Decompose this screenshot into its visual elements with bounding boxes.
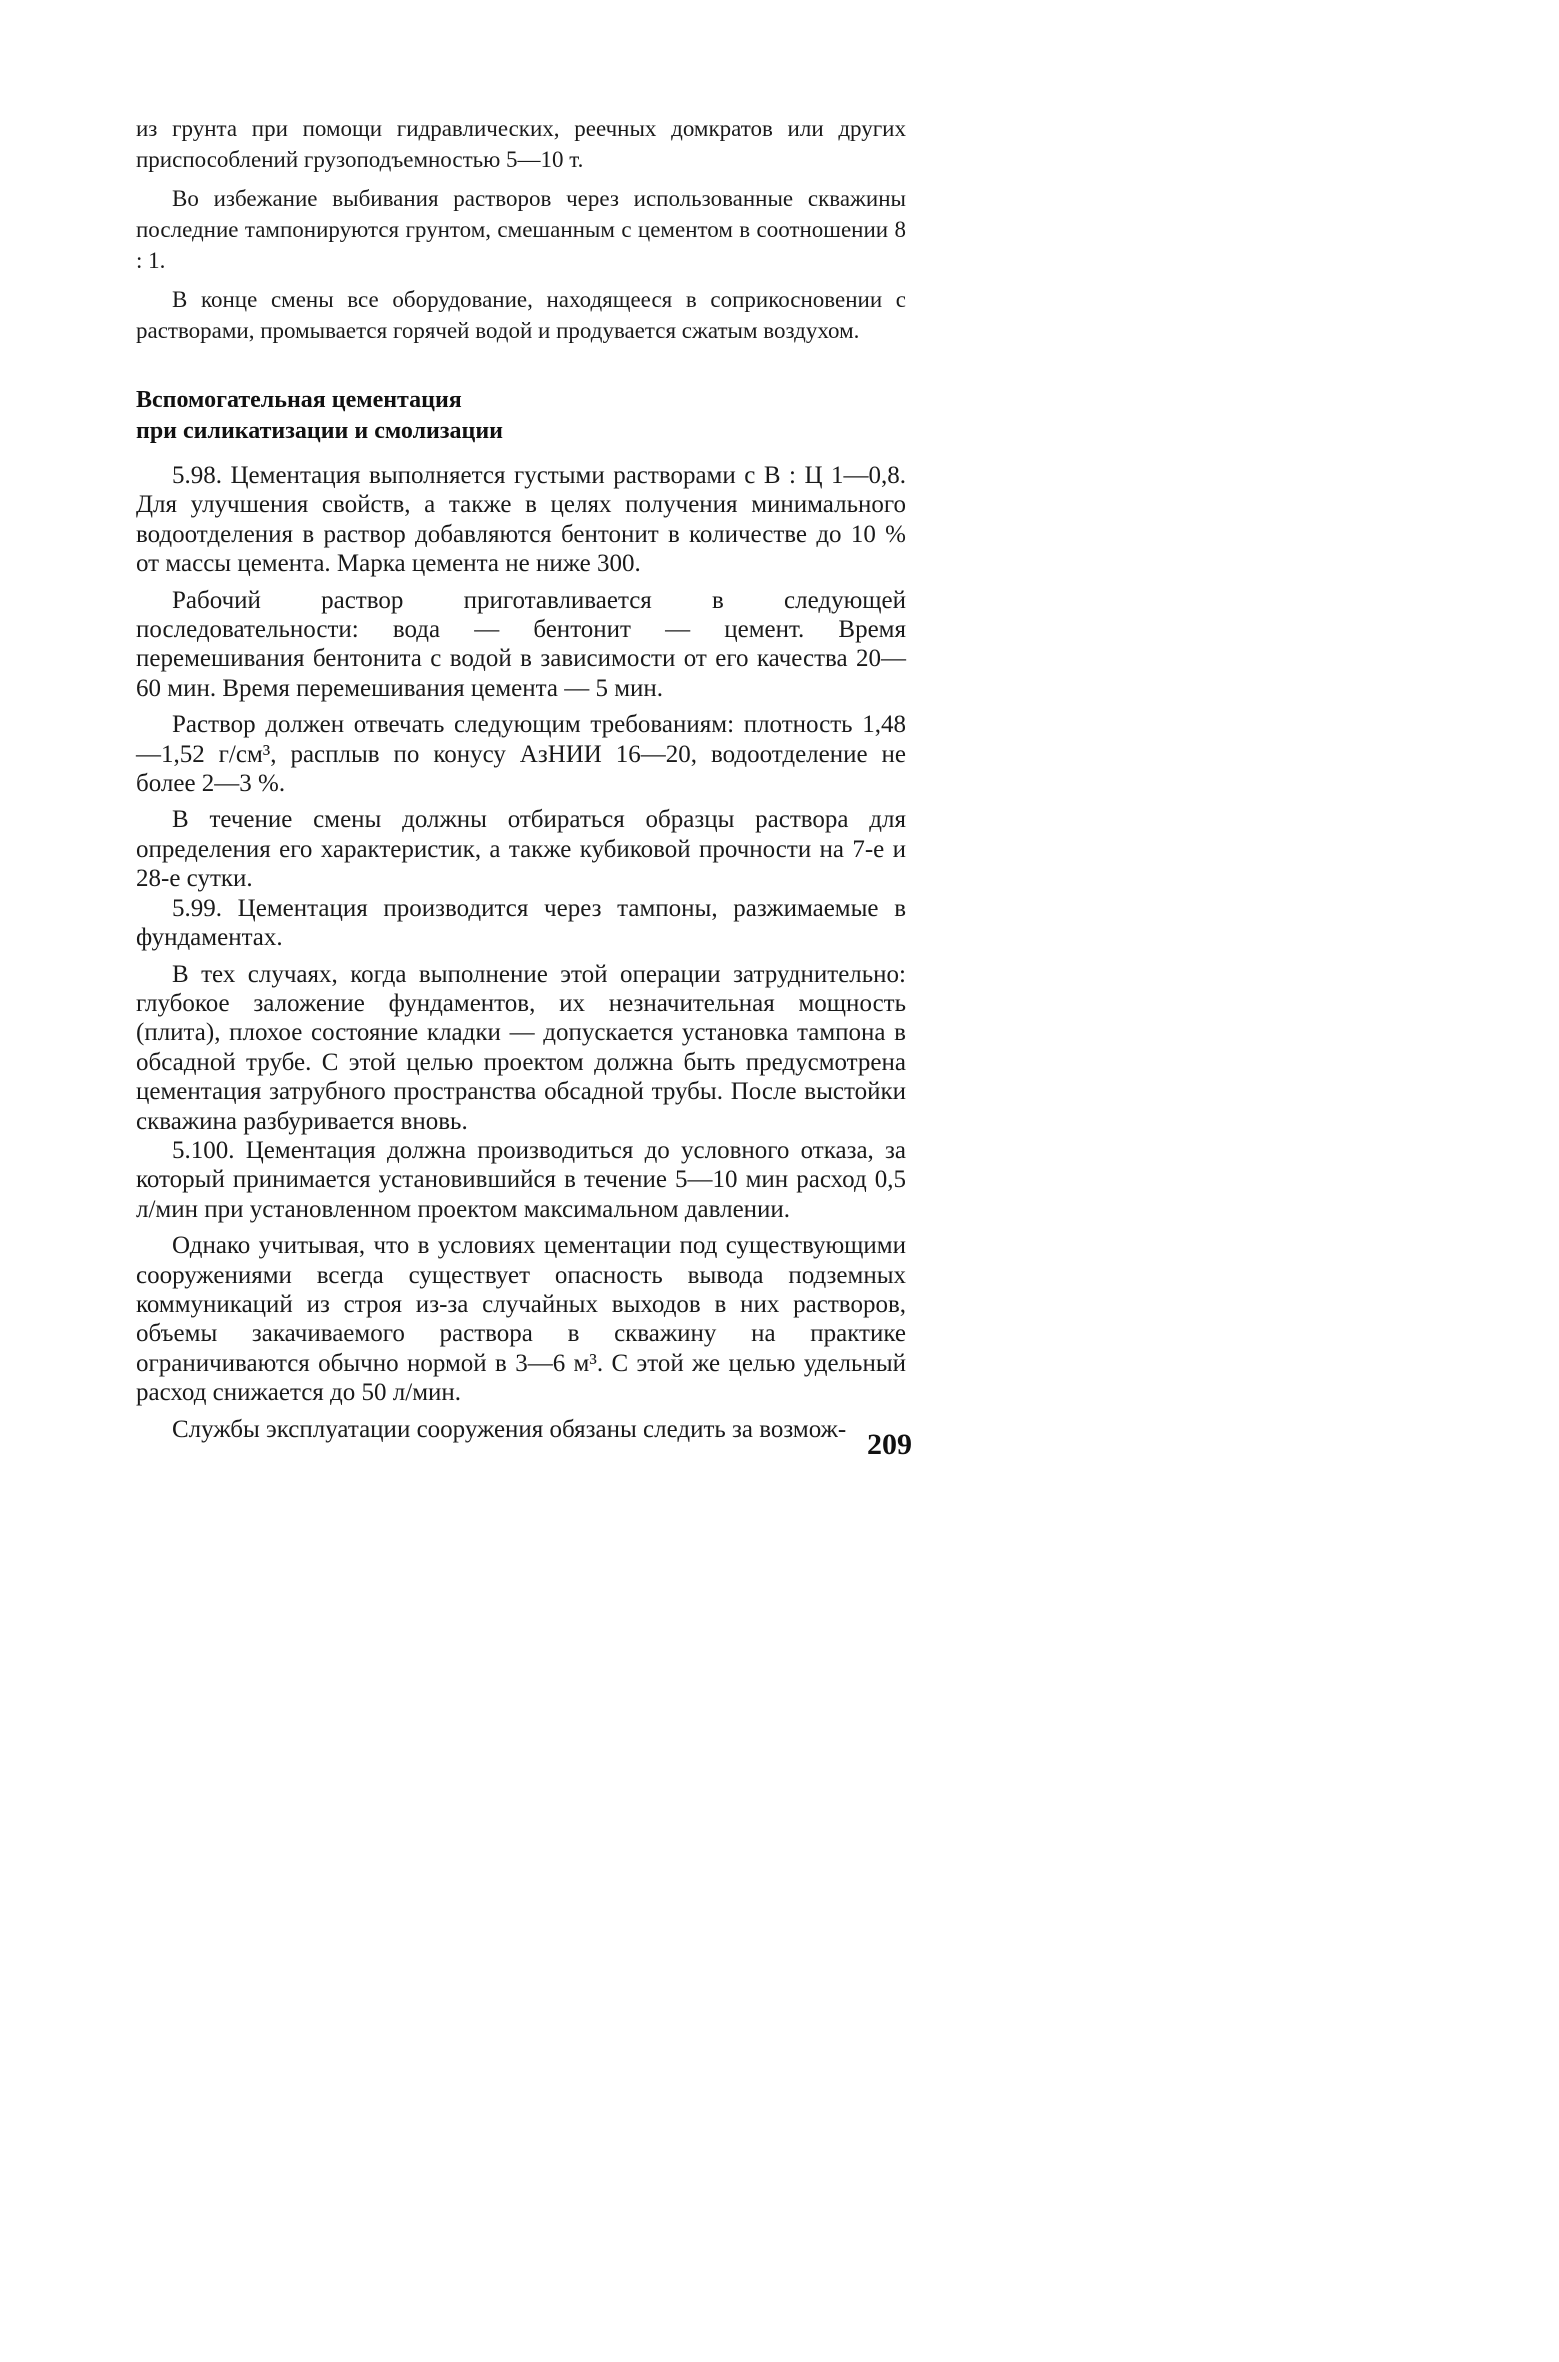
paragraph-backfill: Во избежание выбивания растворов через использованные скважины последние тампонируются грунтом, смешанным с цементом в соотношении 8 : 1. [136, 186, 906, 273]
paragraph-5-99: 5.99. Цементация производится через тампоны, разжимаемые в фундаментах. [136, 894, 906, 952]
paragraph-cleaning: В конце смены все оборудование, находящееся в соприкосновении с растворами, промывается горячей водой и продувается сжатым воздухом. [136, 287, 906, 343]
paragraph-5-98: 5.98. Цементация выполняется густыми растворами с В : Ц 1—0,8. Для улучшения свойств, а также в целях получения минимального водоотделения в раствор добавляются бентонит в количестве до 10 % от массы цемента. Марка цемента не ниже 300. [136, 462, 906, 578]
top-section [136, 113, 906, 346]
paragraph-mixing-order: Рабочий раствор приготавливается в следующей последовательности: вода — бентонит — цемент. Время перемешивания бентонита с водой в зависимости от его качества 20—60 мин. Время перемешивания цемента — 5 мин. [136, 586, 906, 702]
paragraph-5-100: 5.100. Цементация должна производиться до условного отказа, за который принимается установившийся в течение 5—10 мин расход 0,5 л/мин при установленном проектом максимальном давлении. [136, 1136, 906, 1223]
main-section [136, 461, 906, 1444]
paragraph-volume-limit: Однако учитывая, что в условиях цементации под существующими сооружениями всегда существует опасность вывода подземных коммуникаций из строя из-за случайных выходов в них растворов, объемы закачиваемого раствора в скважину на практике ограничиваются обычно нормой в 3—6 м³. С этой же целью удельный расход снижается до 50 л/мин. [136, 1232, 906, 1407]
section-heading-line-2: при силикатизации и смолизации [136, 418, 503, 444]
paragraph-samples: В течение смены должны отбираться образцы раствора для определения его характеристик, а также кубиковой прочности на 7-е и 28-е сутки. [136, 806, 906, 893]
paragraph-casing-pipe: В тех случаях, когда выполнение этой операции затруднительно: глубокое заложение фундаментов, их незначительная мощность (плита), плохое состояние кладки — допускается установка тампона в обсадной трубе. С этой целью проектом должна быть предусмотрена цементация затрубного пространства обсадной трубы. После выстойки скважина разбуривается вновь. [136, 960, 906, 1135]
page-number: 209 [867, 1428, 912, 1461]
section-heading [136, 385, 736, 447]
paragraph-operations: Службы эксплуатации сооружения обязаны следить за возмож- [172, 1415, 847, 1443]
paragraph-requirements: Раствор должен отвечать следующим требованиям: плотность 1,48—1,52 г/см³, расплыв по конусу АзНИИ 16—20, водоотделение не более 2—3 %. [136, 711, 906, 798]
paragraph-continuation: из грунта при помощи гидравлических, реечных домкратов или других приспособлений грузоподъемностью 5—10 т. [136, 116, 906, 172]
book-page [0, 0, 1024, 1551]
section-heading-line-1: Вспомогательная цементация [136, 387, 462, 413]
